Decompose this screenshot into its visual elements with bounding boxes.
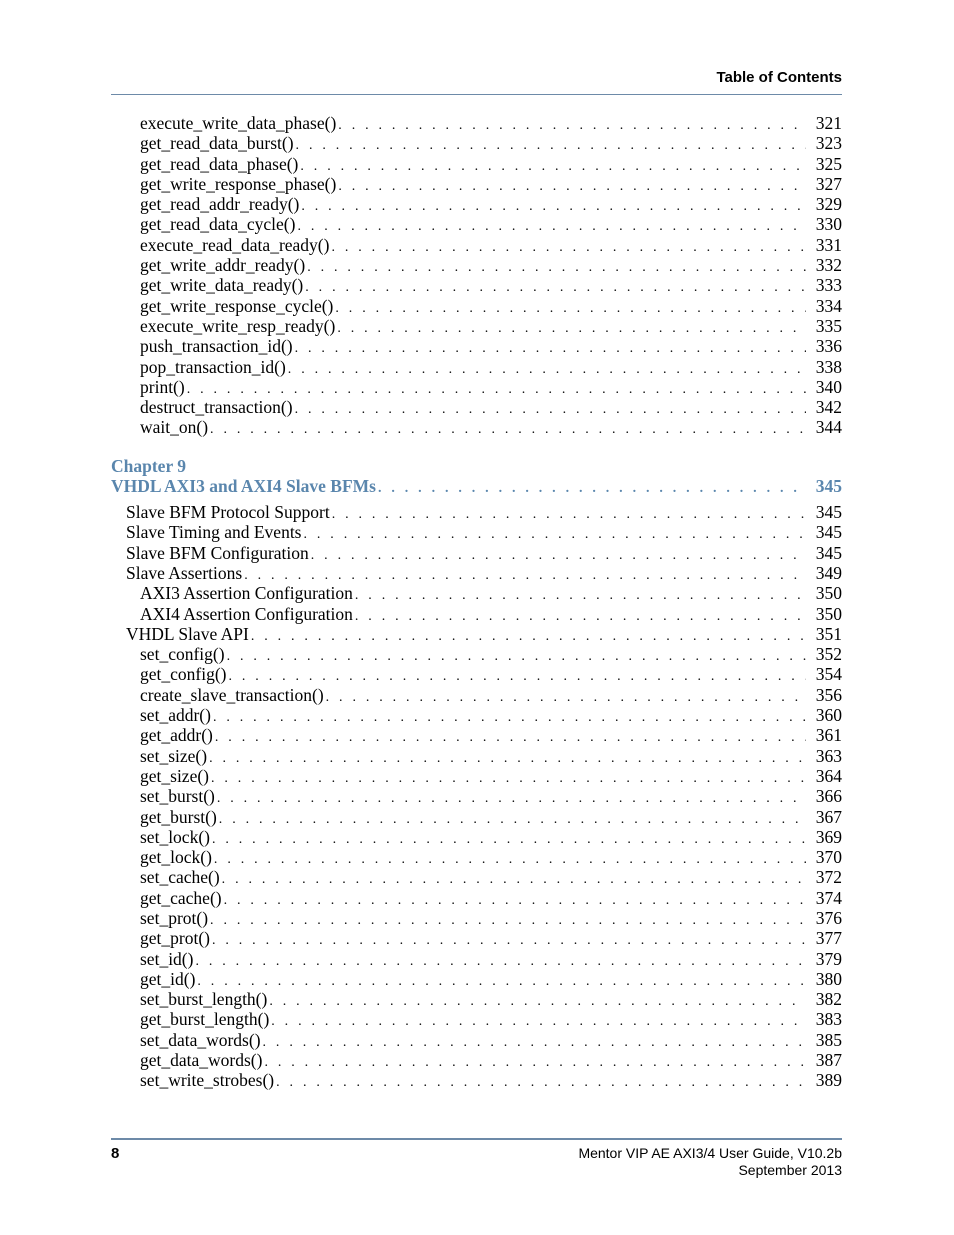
toc-entry-page: 379 [815, 948, 842, 969]
toc-entry[interactable] [111, 604, 842, 624]
chapter-label: Chapter 9 [111, 455, 187, 476]
toc-entry[interactable] [111, 725, 842, 745]
toc-entry-page: 374 [815, 887, 842, 908]
toc-entry[interactable] [111, 969, 842, 989]
chapter-title-entry[interactable] [111, 476, 842, 496]
toc-entry-page: 360 [815, 705, 842, 726]
dot-leader [209, 749, 806, 769]
toc-entry-label: get_read_data_burst() [140, 133, 294, 154]
toc-entry-page: 329 [815, 194, 842, 215]
dot-leader [269, 992, 806, 1012]
toc-entry-label: set_prot() [140, 907, 209, 928]
toc-entry-page: 369 [815, 826, 842, 847]
dot-leader [378, 479, 806, 499]
toc-entry[interactable] [111, 766, 842, 786]
toc-entry[interactable] [111, 827, 842, 847]
dot-leader [263, 1033, 806, 1053]
dot-leader [197, 972, 806, 992]
toc-entry[interactable] [111, 746, 842, 766]
toc-entry-page: 350 [815, 583, 842, 604]
toc-entry[interactable] [111, 255, 842, 275]
toc-entry-label: get_prot() [140, 928, 210, 949]
toc-entry-label: get_config() [140, 664, 227, 685]
dot-leader [295, 400, 806, 420]
toc-entry-page: 372 [815, 867, 842, 888]
toc-entry-page: 342 [815, 397, 842, 418]
dot-leader [337, 319, 806, 339]
dot-leader [326, 688, 806, 708]
toc-entry-page: 330 [815, 214, 842, 235]
toc-entry-label: get_burst() [140, 806, 217, 827]
dot-leader [222, 870, 806, 890]
toc-entry-page: 345 [815, 475, 842, 496]
toc-entry-page: 367 [815, 806, 842, 827]
dot-leader [305, 278, 806, 298]
toc-entry[interactable] [111, 949, 842, 969]
toc-entry-page: 354 [815, 664, 842, 685]
toc-entry-label: execute_write_resp_ready() [140, 315, 336, 336]
toc-entry-label: execute_read_data_ready() [140, 234, 330, 255]
table-of-contents [111, 113, 842, 1091]
toc-entry-page: 350 [815, 603, 842, 624]
toc-entry-label: set_id() [140, 948, 194, 969]
toc-entry[interactable] [111, 644, 842, 664]
toc-entry[interactable] [111, 275, 842, 295]
dot-leader [307, 258, 806, 278]
toc-entry-label: VHDL Slave API [126, 623, 249, 644]
dot-leader [296, 136, 806, 156]
toc-entry-page: 370 [815, 847, 842, 868]
toc-entry-page: 351 [815, 623, 842, 644]
toc-entry-label: get_addr() [140, 725, 213, 746]
toc-entry-page: 321 [815, 113, 842, 133]
dot-leader [195, 952, 806, 972]
toc-entry-page: 334 [815, 295, 842, 316]
toc-entry-label: wait_on() [140, 417, 209, 438]
toc-entry-label: AXI4 Assertion Configuration [140, 603, 353, 624]
toc-entry-page: 336 [815, 336, 842, 357]
toc-entry-page: 352 [815, 644, 842, 665]
toc-entry-label: set_write_strobes() [140, 1070, 275, 1091]
toc-entry-page: 356 [815, 684, 842, 705]
toc-entry[interactable] [111, 786, 842, 806]
toc-entry[interactable] [111, 522, 842, 542]
toc-entry-label: get_cache() [140, 887, 222, 908]
toc-entry-page: 382 [815, 989, 842, 1010]
toc-entry[interactable] [111, 908, 842, 928]
toc-entry-label: get_id() [140, 968, 196, 989]
toc-entry[interactable] [111, 867, 842, 887]
toc-entry-page: 335 [815, 315, 842, 336]
toc-entry[interactable] [111, 417, 842, 437]
toc-entry-label: set_burst() [140, 786, 215, 807]
dot-leader [276, 1073, 806, 1093]
toc-entry-label: get_lock() [140, 847, 212, 868]
toc-entry-page: 361 [815, 725, 842, 746]
dot-leader [271, 1012, 806, 1032]
toc-entry-label: get_write_response_phase() [140, 173, 337, 194]
dot-leader [212, 931, 806, 951]
toc-entry[interactable] [111, 685, 842, 705]
toc-entry-label: create_slave_transaction() [140, 684, 324, 705]
toc-entry-page: 333 [815, 275, 842, 296]
toc-entry[interactable] [111, 543, 842, 563]
toc-entry-label: Slave Assertions [126, 562, 243, 583]
toc-entry[interactable] [111, 888, 842, 908]
toc-entry[interactable] [111, 563, 842, 583]
dot-leader [213, 708, 806, 728]
toc-entry[interactable] [111, 113, 842, 133]
footer-page-number: 8 [111, 1145, 120, 1162]
toc-entry-label: get_read_data_phase() [140, 153, 299, 174]
toc-entry-label: get_write_response_cycle() [140, 295, 334, 316]
toc-entry-page: 349 [815, 562, 842, 583]
dot-leader [311, 546, 806, 566]
toc-entry-page: 377 [815, 928, 842, 949]
toc-entry-label: get_size() [140, 765, 209, 786]
toc-entry-page: 340 [815, 376, 842, 397]
toc-entry-page: 345 [815, 542, 842, 563]
toc-entries-chapter [111, 502, 842, 1091]
dot-leader [355, 607, 806, 627]
toc-entry-page: 323 [815, 133, 842, 154]
toc-entry[interactable] [111, 928, 842, 948]
toc-entry[interactable] [111, 583, 842, 603]
toc-entry-label: set_burst_length() [140, 989, 268, 1010]
toc-entry-page: 332 [815, 255, 842, 276]
toc-entry[interactable] [111, 235, 842, 255]
dot-leader [304, 525, 807, 545]
toc-entry[interactable] [111, 296, 842, 316]
toc-entry-label: Slave Timing and Events [126, 522, 302, 543]
dot-leader [215, 728, 806, 748]
toc-entry[interactable] [111, 1070, 842, 1090]
toc-entry-label: print() [140, 376, 185, 397]
toc-entry-label: set_addr() [140, 705, 211, 726]
dot-leader [210, 911, 806, 931]
toc-entry-page: 376 [815, 907, 842, 928]
toc-entry-page: 338 [815, 356, 842, 377]
dot-leader [217, 789, 806, 809]
toc-entry[interactable] [111, 174, 842, 194]
dot-leader [227, 647, 806, 667]
dot-leader [288, 360, 806, 380]
dot-leader [295, 339, 806, 359]
toc-entry-label: get_write_data_ready() [140, 275, 304, 296]
toc-entry-label: AXI3 Assertion Configuration [140, 583, 353, 604]
toc-entry-page: 366 [815, 786, 842, 807]
toc-entry-label: get_data_words() [140, 1050, 263, 1071]
dot-leader [211, 769, 806, 789]
toc-entry[interactable] [111, 624, 842, 644]
toc-entry-page: 325 [815, 153, 842, 174]
footer-doc-title: Mentor VIP AE AXI3/4 User Guide, V10.2b [578, 1145, 842, 1161]
toc-entry-label: get_read_data_cycle() [140, 214, 296, 235]
toc-entry-page: 364 [815, 765, 842, 786]
dot-leader [219, 810, 806, 830]
toc-entry[interactable] [111, 377, 842, 397]
toc-entry-label: set_config() [140, 644, 225, 665]
toc-entry-page: 331 [815, 234, 842, 255]
toc-entry[interactable] [111, 397, 842, 417]
toc-entry-label: push_transaction_id() [140, 336, 293, 357]
dot-leader [212, 830, 806, 850]
toc-entry-page: 345 [815, 502, 842, 523]
dot-leader [214, 850, 806, 870]
toc-entry-label: set_size() [140, 745, 208, 766]
toc-entry[interactable] [111, 194, 842, 214]
toc-entry-label: get_write_addr_ready() [140, 255, 306, 276]
toc-entry-page: 380 [815, 968, 842, 989]
toc-entry[interactable] [111, 357, 842, 377]
toc-entry-label: set_data_words() [140, 1029, 261, 1050]
toc-entry[interactable] [111, 1030, 842, 1050]
dot-leader [251, 627, 806, 647]
toc-entry-label: pop_transaction_id() [140, 356, 286, 377]
toc-entry[interactable] [111, 133, 842, 153]
toc-entry-page: 344 [815, 417, 842, 438]
dot-leader [297, 217, 806, 237]
toc-entry-label: get_read_addr_ready() [140, 194, 300, 215]
toc-entry-label: Slave BFM Configuration [126, 542, 309, 563]
dot-leader [338, 177, 806, 197]
dot-leader [300, 157, 806, 177]
toc-entry[interactable] [111, 664, 842, 684]
toc-entry-label: execute_write_data_phase() [140, 113, 337, 133]
toc-entry-page: 327 [815, 173, 842, 194]
toc-entry[interactable] [111, 154, 842, 174]
running-header-title: Table of Contents [716, 69, 842, 86]
dot-leader [224, 891, 806, 911]
header-rule [111, 94, 842, 95]
toc-entry-label: destruct_transaction() [140, 397, 293, 418]
dot-leader [331, 238, 806, 258]
footer-date: September 2013 [738, 1162, 842, 1178]
toc-entry[interactable] [111, 807, 842, 827]
dot-leader [301, 197, 806, 217]
footer-rule [111, 1138, 842, 1140]
toc-entry-page: 387 [815, 1050, 842, 1071]
toc-entry-page: 385 [815, 1029, 842, 1050]
toc-entry[interactable] [111, 336, 842, 356]
footer-doc-info [578, 1145, 842, 1179]
toc-entry[interactable] [111, 847, 842, 867]
toc-entry[interactable] [111, 1009, 842, 1029]
toc-entry-page: 389 [815, 1070, 842, 1091]
dot-leader [338, 116, 806, 136]
dot-leader [264, 1053, 806, 1073]
dot-leader [355, 586, 806, 606]
toc-entry-page: 363 [815, 745, 842, 766]
toc-entry[interactable] [111, 214, 842, 234]
toc-entry-label: Slave BFM Protocol Support [126, 502, 330, 523]
toc-entry-label: set_lock() [140, 826, 210, 847]
toc-entry-page: 383 [815, 1009, 842, 1030]
toc-entry-label: get_burst_length() [140, 1009, 270, 1030]
dot-leader [332, 505, 806, 525]
toc-entries-before-chapter [111, 113, 842, 438]
dot-leader [335, 299, 806, 319]
toc-entry[interactable] [111, 705, 842, 725]
dot-leader [210, 420, 806, 440]
toc-entry-label: VHDL AXI3 and AXI4 Slave BFMs [111, 475, 376, 496]
toc-entry-label: set_cache() [140, 867, 220, 888]
toc-entry[interactable] [111, 989, 842, 1009]
toc-entry[interactable] [111, 502, 842, 522]
toc-entry-page: 345 [815, 522, 842, 543]
toc-entry[interactable] [111, 316, 842, 336]
toc-entry[interactable] [111, 1050, 842, 1070]
